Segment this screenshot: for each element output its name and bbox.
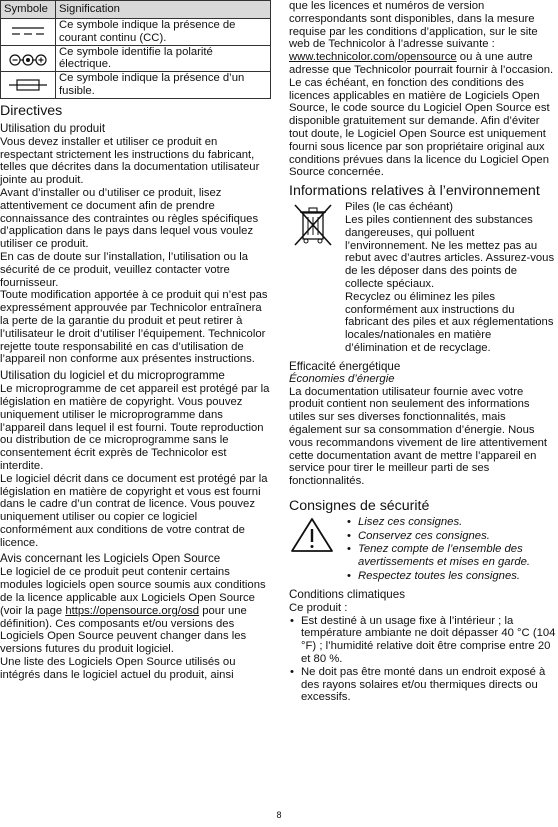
oss-paragraph-continued: que les licences et numéros de version correspondants sont disponibles, dans la mesure requise par les conditions d’application, sur le site web de Technicolor à l’adresse suivante : www.technicolor.com/opensource ou à une autre adresse que Technicolor pourrait fournir à l’occasion. <box>289 0 554 76</box>
table-row <box>1 45 271 72</box>
oss-paragraph: Le logiciel de ce produit peut contenir certains modules logiciels open source soumis aux conditions de la licence applicable aux Logiciels Open Source (voir la page https://opensource.org/osd pour une définition). Ces composants et/ou versions des Logiciels Open Source peuvent changer dans les versions futures du produit logiciel. <box>0 566 266 656</box>
climate-list <box>289 615 557 705</box>
list-item: • Respectez toutes les consignes. <box>345 570 557 583</box>
symbol-cell <box>1 72 56 99</box>
environment-heading: Informations relatives à l’environnement <box>289 183 540 200</box>
software-paragraph: Le logiciel décrit dans ce document est protégé par la législation en matière de copyright et vous est fourni dans le cadre d’un contrat de licence. Vous pouvez uniquement utiliser ou copier ce logiciel conformément aux conditions de votre contrat de licence. <box>0 472 268 549</box>
oss-heading: Avis concernant les Logiciels Open Source <box>0 552 221 566</box>
warning-triangle-icon <box>289 516 335 554</box>
crossed-bin-icon-wrap <box>289 201 345 355</box>
usage-paragraph: Toute modification apportée à ce produit qui n’est pas expressément approuvée par Technicolor entraînera la perte de la garantie du produit et peut retirer à l’utilisateur le droit d’utiliser l’équipement. Technicolor rejette toute responsabilité en cas d’utilisation de l’appareil non conforme aux présentes instructions. <box>0 289 268 366</box>
directives-heading: Directives <box>0 102 63 119</box>
list-item: • Tenez compte de l’ensemble des avertissements et mises en garde. <box>345 543 557 569</box>
header-meaning: Signification <box>56 1 271 19</box>
left-column <box>0 0 271 682</box>
energy-subheading: Économies d’énergie <box>289 372 395 385</box>
list-item: • Lisez ces consignes. <box>345 516 557 529</box>
battery-paragraph: Recyclez ou éliminez les piles conformément aux instructions du fabricant des piles et aux réglementations locales/nationales en matière d’élimination et de recyclage. <box>345 290 554 354</box>
usage-paragraph: Vous devez installer et utiliser ce produit en respectant strictement les instructions du fabricant, telles que décrites dans la documentation utilisateur jointe au produit. <box>0 135 260 187</box>
oss-paragraph-start: Une liste des Logiciels Open Source utilisés ou intégrés dans le logiciel actuel du produit, ainsi <box>0 656 236 681</box>
usage-paragraph: En cas de doute sur l’installation, l’utilisation ou la sécurité de ce produit, veuillez contacter votre fournisseur. <box>0 250 249 289</box>
page-number: 8 <box>276 810 282 820</box>
energy-heading: Efficacité énergétique <box>289 359 401 373</box>
battery-paragraph: Les piles contiennent des substances dangereuses, qui polluent l’environnement. Ne les mettez pas au rebut avec d’autres articles. Assurez-vous de les déposer dans des points de collecte spéciaux. <box>345 213 555 290</box>
safety-section <box>289 516 557 584</box>
opensource-org-link[interactable]: https://opensource.org/osd <box>65 604 200 617</box>
climate-heading: Conditions climatiques <box>289 587 405 601</box>
safety-list <box>345 516 557 584</box>
safety-heading: Consignes de sécurité <box>289 497 430 514</box>
dc-current-icon <box>10 25 46 37</box>
polarity-icon <box>8 52 48 68</box>
technicolor-opensource-link[interactable]: www.technicolor.com/opensource <box>289 51 457 64</box>
energy-paragraph: La documentation utilisateur fournie avec votre produit contient non seulement des informations utiles sur ses diverses fonctionnalités, mais également sur sa consommation d’énergie. Nous vous recommandons vivement de lire attentivement cette documentation avant de mettre l’appareil en service pour tirer le meilleur parti de ses fonctionnalités. <box>289 385 548 488</box>
right-column <box>289 0 557 704</box>
software-paragraph: Le microprogramme de cet appareil est protégé par la législation en matière de copyright. Vous pouvez uniquement utiliser le microprogramme dans l’appareil dans lequel il est fourni. Toute reproduction ou distribution de ce microprogramme sans le consentement écrit exprès de Technicolor est interdite. <box>0 383 270 472</box>
list-item: • Est destiné à un usage fixe à l’intérieur ; la température ambiante ne doit dépasser 40 °C (104 °F) ; l’humidité relative doit être comprise entre 20 et 80 %. <box>289 615 557 666</box>
symbol-meaning: Ce symbole identifie la polarité électrique. <box>56 45 271 72</box>
list-item: • Conservez ces consignes. <box>345 530 557 543</box>
crossed-bin-icon <box>289 201 337 249</box>
header-symbol: Symbole <box>1 1 56 19</box>
symbol-meaning: Ce symbole indique la présence de courant continu (CC). <box>56 19 271 46</box>
table-header-row <box>1 1 271 19</box>
warning-icon-wrap <box>289 516 345 584</box>
table-row <box>1 19 271 46</box>
climate-intro: Ce produit : <box>289 601 348 614</box>
battery-section <box>289 201 557 355</box>
oss-paragraph: Le cas échéant, en fonction des conditions des licences applicables en matière de Logiciels Open Source, le code source du Logiciel Open Source est disponible gratuitement sur demande. Afin d’éviter tout doute, le Logiciel Open Source est uniquement fourni sous licence par son propriétaire original aux conditions prévues dans la licence du Logiciel Open Source concernée. <box>289 76 550 179</box>
symbol-cell <box>1 45 56 72</box>
battery-text <box>345 201 557 355</box>
symbol-meaning: Ce symbole indique la présence d’un fusible. <box>56 72 271 99</box>
usage-paragraph: Avant d’installer ou d’utiliser ce produit, lisez attentivement ce document afin de prendre connaissance des contraintes ou règles spécifiques d’application dans le pays dans lequel vous voulez utiliser ce produit. <box>0 186 259 251</box>
list-item: • Ne doit pas être monté dans un endroit exposé à des rayons solaires et/ou thermiques directs ou excessifs. <box>289 666 557 704</box>
symbol-cell <box>1 19 56 46</box>
table-row <box>1 72 271 99</box>
fuse-icon <box>8 78 48 92</box>
battery-title: Piles (le cas échéant) <box>345 201 453 214</box>
usage-heading: Utilisation du produit <box>0 121 106 135</box>
symbols-table <box>0 0 271 99</box>
software-heading: Utilisation du logiciel et du microprogramme <box>0 369 225 383</box>
